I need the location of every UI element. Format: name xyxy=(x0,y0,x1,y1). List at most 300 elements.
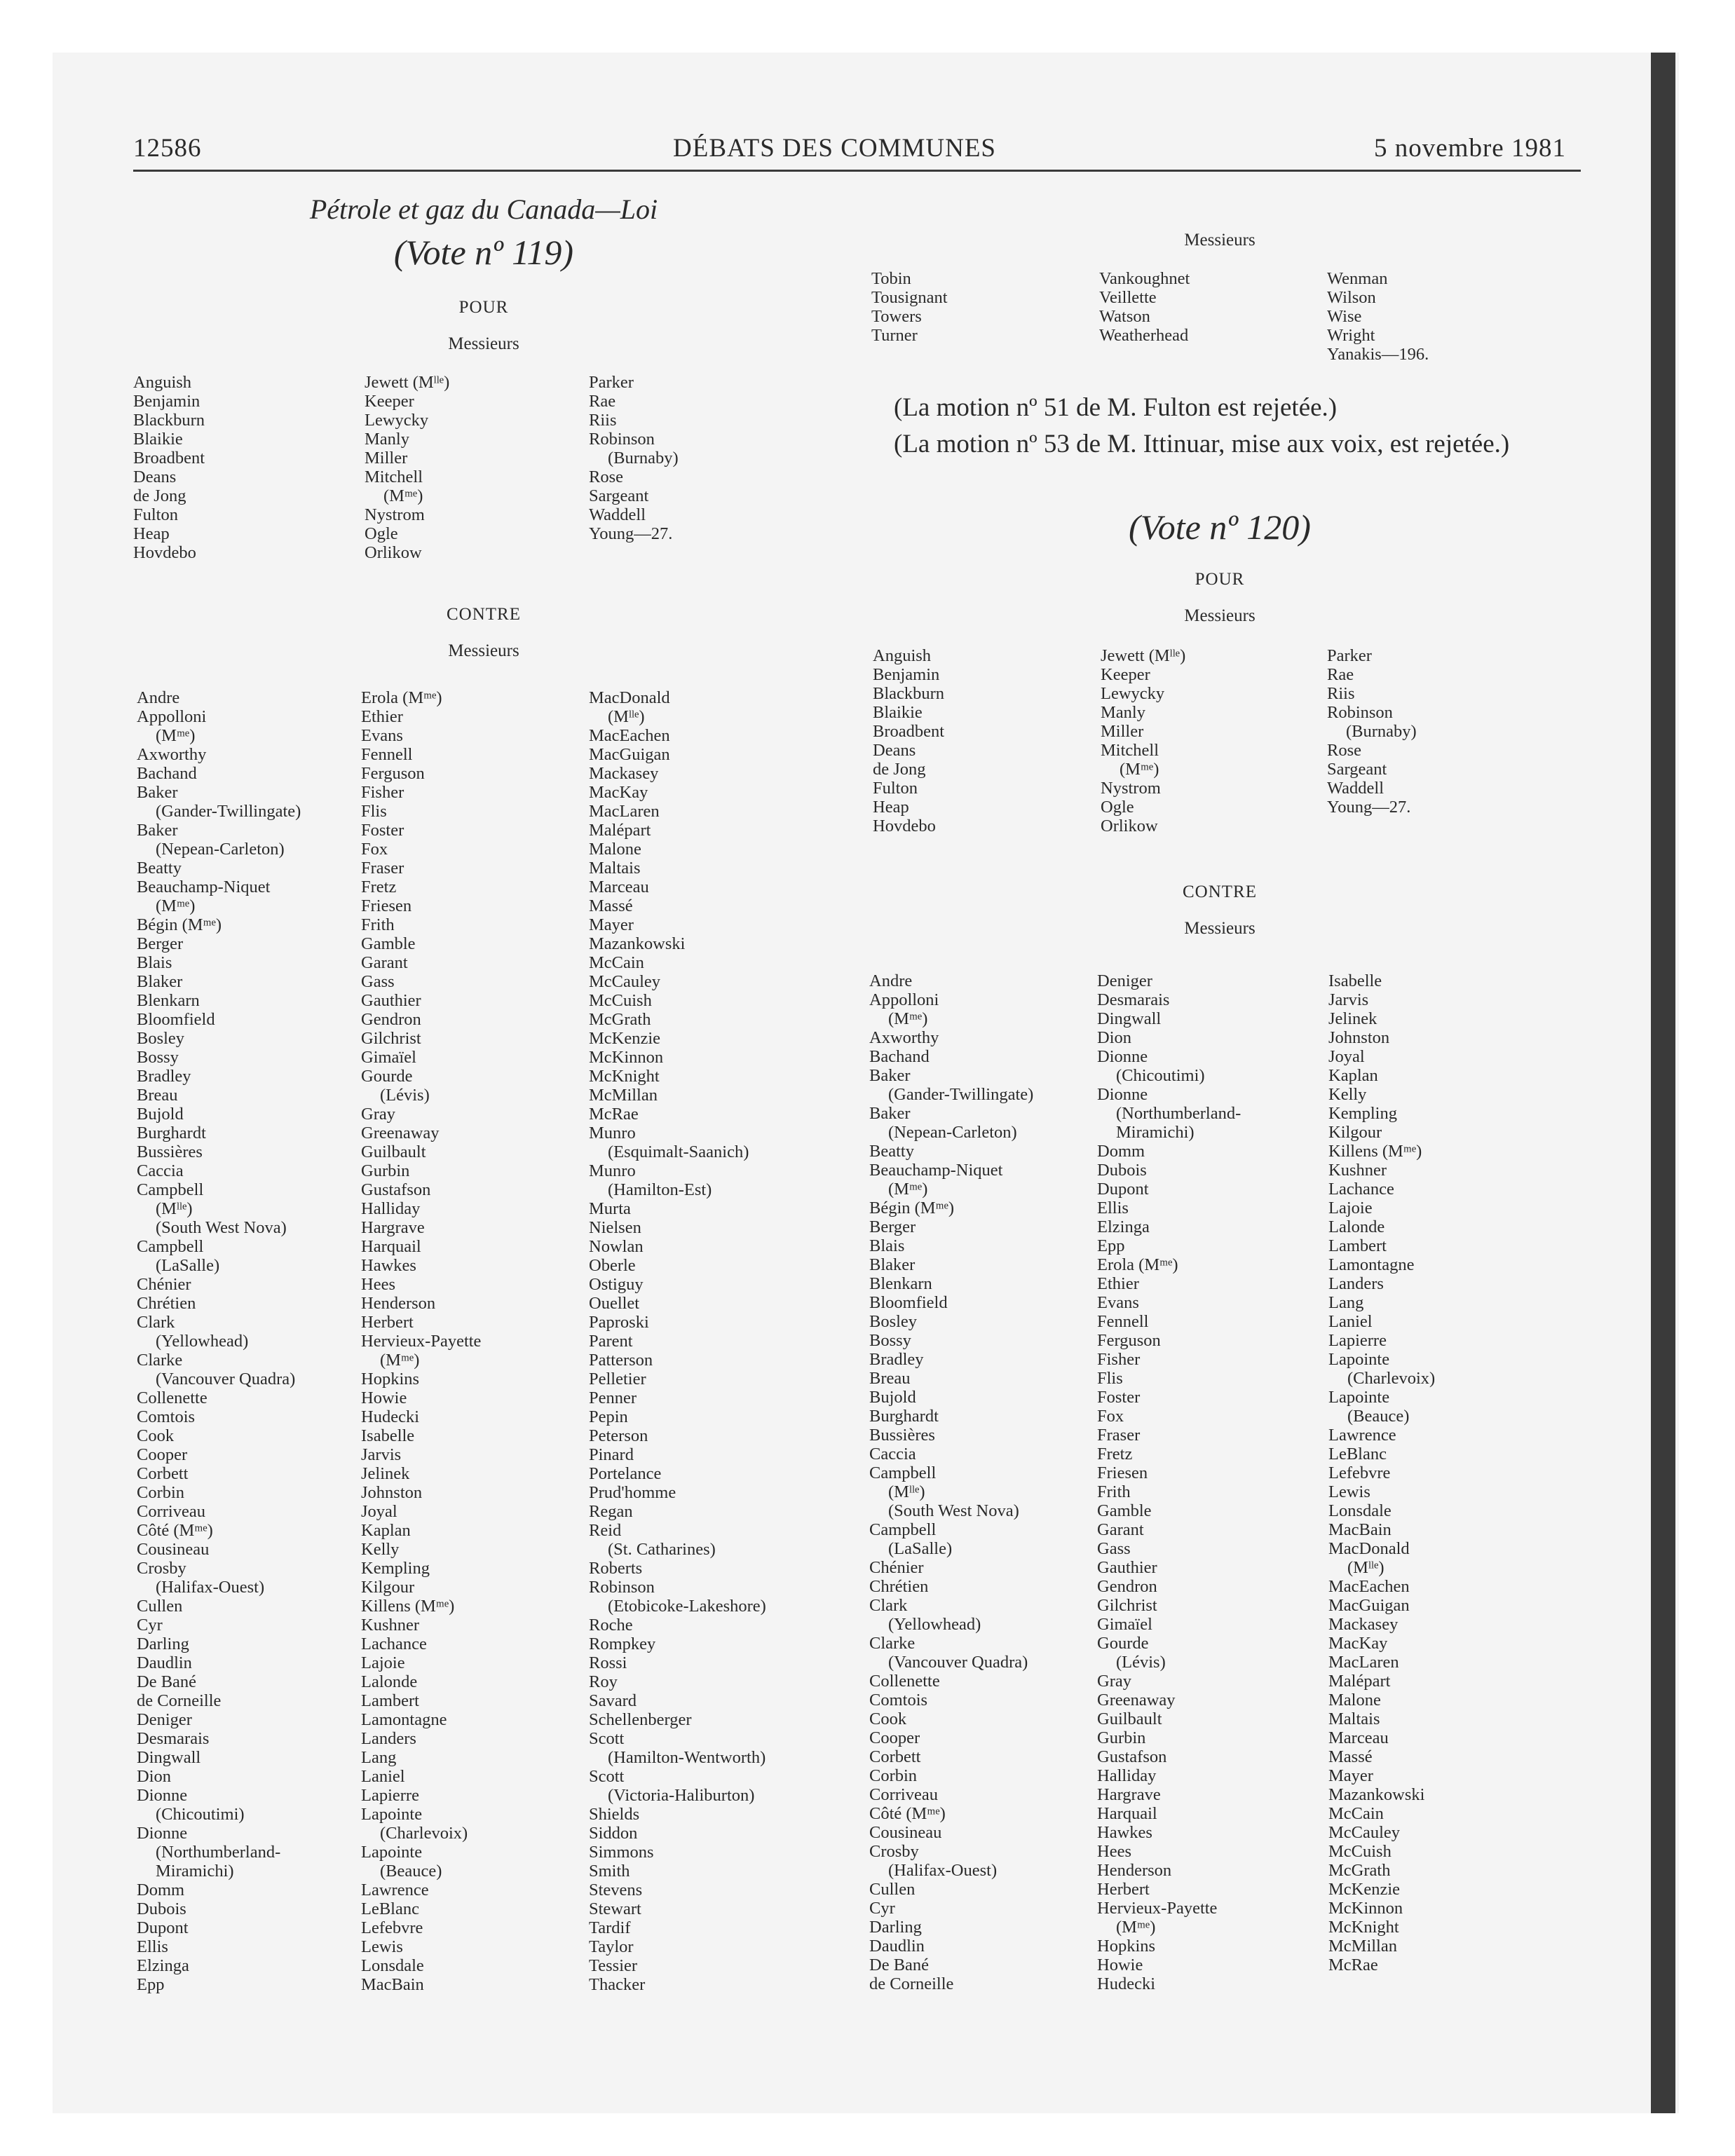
member-name: Blaker xyxy=(137,972,183,991)
member-name: (Lévis) xyxy=(380,1086,430,1105)
member-name: Appolloni xyxy=(869,990,939,1009)
member-name: Miller xyxy=(1101,722,1144,741)
member-name: Epp xyxy=(1097,1236,1125,1255)
member-name: Dupont xyxy=(1097,1180,1149,1199)
member-name: Anguish xyxy=(873,646,932,665)
member-name: Bégin (Mᵐᵉ) xyxy=(869,1199,955,1217)
member-name: Blais xyxy=(137,953,172,972)
member-name: Scott xyxy=(589,1767,625,1786)
member-name: Dingwall xyxy=(137,1748,201,1767)
member-name: Siddon xyxy=(589,1824,638,1843)
member-name: (Lévis) xyxy=(1116,1653,1166,1672)
member-name: Gray xyxy=(361,1105,395,1124)
member-name: Munro xyxy=(589,1161,636,1180)
member-name: Mitchell xyxy=(1101,741,1159,760)
member-name: (Mᵐᵉ) xyxy=(1116,1918,1156,1937)
member-name: Campbell xyxy=(869,1464,937,1482)
member-name: Dupont xyxy=(137,1918,189,1937)
member-name: Gilchrist xyxy=(1097,1596,1157,1615)
member-name: Blais xyxy=(869,1236,905,1255)
vote-119-contre-messieurs: Messieurs xyxy=(448,641,519,660)
member-name: Guilbault xyxy=(361,1142,426,1161)
member-name: Rose xyxy=(1327,741,1361,760)
member-name: McMillan xyxy=(1328,1937,1397,1956)
member-name: Lapierre xyxy=(1328,1331,1387,1350)
member-name: (Beauce) xyxy=(1347,1407,1410,1426)
vote-120-pour-heading: POUR xyxy=(1195,570,1245,589)
member-name: Bujold xyxy=(137,1105,184,1124)
member-name: Hovdebo xyxy=(873,817,936,835)
member-name: (Vancouver Quadra) xyxy=(888,1653,1028,1672)
member-name: Lajoie xyxy=(1328,1199,1373,1217)
member-name: Bradley xyxy=(137,1067,191,1086)
member-name: Gauthier xyxy=(1097,1558,1157,1577)
member-name: Lapointe xyxy=(1328,1350,1390,1369)
member-name: Gurbin xyxy=(361,1161,410,1180)
member-name: Parker xyxy=(589,373,634,392)
member-name: McKnight xyxy=(589,1067,660,1086)
member-name: Parent xyxy=(589,1332,633,1351)
member-name: Kempling xyxy=(1328,1104,1397,1123)
member-name: Lamontagne xyxy=(1328,1255,1415,1274)
member-name: Riis xyxy=(1327,684,1355,703)
member-name: Frith xyxy=(361,915,395,934)
member-name: Beauchamp-Niquet xyxy=(869,1161,1003,1180)
member-name: Clark xyxy=(869,1596,908,1615)
vote-119-pour-col-1 xyxy=(133,373,205,562)
member-name: Corriveau xyxy=(869,1785,938,1804)
member-name: Lapierre xyxy=(361,1786,419,1805)
member-name: Ouellet xyxy=(589,1294,640,1313)
member-name: Fox xyxy=(361,840,388,859)
member-name: Clark xyxy=(137,1313,175,1332)
member-name: Roche xyxy=(589,1616,633,1635)
member-name: Jarvis xyxy=(361,1445,402,1464)
member-name: LeBlanc xyxy=(361,1899,419,1918)
member-name: (Gander-Twillingate) xyxy=(156,802,301,821)
member-name: Miller xyxy=(365,449,408,468)
member-name: (Chicoutimi) xyxy=(156,1805,245,1824)
member-name: Baker xyxy=(869,1104,911,1123)
vote-120-title: (Vote nº 120) xyxy=(1129,507,1311,547)
journal-title: DÉBATS DES COMMUNES xyxy=(673,134,997,163)
member-name: Ogle xyxy=(1101,798,1134,817)
member-name: McCain xyxy=(1328,1804,1384,1823)
member-name: Chénier xyxy=(137,1275,191,1294)
member-name: Pelletier xyxy=(589,1370,646,1389)
member-name: Fraser xyxy=(361,859,404,878)
member-name: De Bané xyxy=(869,1956,930,1974)
member-name: Sargeant xyxy=(1327,760,1387,779)
member-name: McMillan xyxy=(589,1086,658,1105)
member-name: Orlikow xyxy=(1101,817,1158,835)
member-name: Clarke xyxy=(869,1634,916,1653)
vote-120-pour-col-2 xyxy=(1101,646,1185,835)
member-name: (Mᵐᵉ) xyxy=(888,1009,928,1028)
member-name: (Mᵐᵉ) xyxy=(156,896,196,915)
member-name: Portelance xyxy=(589,1464,662,1483)
member-name: Yanakis—196. xyxy=(1327,345,1429,364)
member-name: Hovdebo xyxy=(133,543,196,562)
member-name: Blackburn xyxy=(133,411,205,430)
member-name: MacLaren xyxy=(589,802,660,821)
member-name: De Bané xyxy=(137,1672,197,1691)
member-name: (Mᵐᵉ) xyxy=(383,486,423,505)
member-name: Roy xyxy=(589,1672,618,1691)
member-name: McKenzie xyxy=(1328,1880,1401,1899)
member-name: Nystrom xyxy=(365,505,425,524)
member-name: (Charlevoix) xyxy=(380,1824,468,1843)
member-name: Darling xyxy=(137,1635,189,1653)
member-name: Weatherhead xyxy=(1099,326,1189,345)
member-name: Halliday xyxy=(361,1199,421,1218)
member-name: Lawrence xyxy=(361,1881,429,1899)
member-name: Hawkes xyxy=(361,1256,416,1275)
page-date: 5 novembre 1981 xyxy=(1374,134,1566,163)
member-name: Axworthy xyxy=(869,1028,939,1047)
member-name: Desmarais xyxy=(1097,990,1170,1009)
member-name: Gamble xyxy=(361,934,416,953)
member-name: Baker xyxy=(137,783,178,802)
member-name: (Mˡˡᵉ) xyxy=(1347,1558,1384,1577)
member-name: Deniger xyxy=(137,1710,192,1729)
vote-120-contre-col-1 xyxy=(869,971,1033,1993)
member-name: (Mᵐᵉ) xyxy=(888,1180,928,1199)
member-name: Friesen xyxy=(361,896,412,915)
member-name: Lonsdale xyxy=(361,1956,424,1975)
member-name: Ferguson xyxy=(361,764,425,783)
member-name: Lambert xyxy=(1328,1236,1387,1255)
member-name: (South West Nova) xyxy=(888,1501,1019,1520)
member-name: Gilchrist xyxy=(361,1029,421,1048)
vote-119-contre-col-2 xyxy=(361,688,481,1994)
member-name: Patterson xyxy=(589,1351,653,1370)
member-name: McCauley xyxy=(1328,1823,1401,1842)
member-name: de Jong xyxy=(873,760,926,779)
member-name: Cousineau xyxy=(137,1540,210,1559)
member-name: MacDonald xyxy=(589,688,670,707)
member-name: McRae xyxy=(1328,1956,1378,1974)
member-name: Chrétien xyxy=(869,1577,929,1596)
member-name: Lachance xyxy=(361,1635,427,1653)
member-name: Mackasey xyxy=(589,764,659,783)
member-name: Lewycky xyxy=(365,411,429,430)
member-name: MacBain xyxy=(1328,1520,1392,1539)
member-name: Chénier xyxy=(869,1558,924,1577)
member-name: Lewycky xyxy=(1101,684,1165,703)
member-name: Bosley xyxy=(137,1029,185,1048)
member-name: MacEachen xyxy=(1328,1577,1410,1596)
member-name: Epp xyxy=(137,1975,165,1994)
member-name: (Nepean-Carleton) xyxy=(156,840,285,859)
member-name: Simmons xyxy=(589,1843,654,1862)
member-name: Robinson xyxy=(589,430,655,449)
member-name: Crosby xyxy=(869,1842,919,1861)
member-name: Blaikie xyxy=(133,430,183,449)
member-name: Blaker xyxy=(869,1255,916,1274)
member-name: Cyr xyxy=(137,1616,163,1635)
member-name: Cullen xyxy=(869,1880,916,1899)
member-name: Kilgour xyxy=(361,1578,415,1597)
member-name: Ostiguy xyxy=(589,1275,644,1294)
member-name: Munro xyxy=(589,1124,636,1142)
member-name: Lefebvre xyxy=(361,1918,423,1937)
member-name: Bégin (Mᵐᵉ) xyxy=(137,915,222,934)
member-name: Malone xyxy=(1328,1691,1381,1710)
member-name: Cyr xyxy=(869,1899,895,1918)
member-name: Young—27. xyxy=(589,524,673,543)
member-name: Vankoughnet xyxy=(1099,269,1190,288)
member-name: Towers xyxy=(871,307,922,326)
member-name: Evans xyxy=(1097,1293,1139,1312)
member-name: (Nepean-Carleton) xyxy=(888,1123,1017,1142)
member-name: (Etobicoke-Lakeshore) xyxy=(608,1597,766,1616)
member-name: Rae xyxy=(589,392,616,411)
member-name: Berger xyxy=(137,934,184,953)
member-name: Gray xyxy=(1097,1672,1131,1691)
member-name: Tobin xyxy=(871,269,911,288)
motion-51-result: (La motion nº 51 de M. Fulton est rejetée.) xyxy=(894,393,1338,422)
member-name: Shields xyxy=(589,1805,640,1824)
vote-119-pour-messieurs: Messieurs xyxy=(448,334,519,353)
member-name: Bachand xyxy=(137,764,197,783)
member-name: Blackburn xyxy=(873,684,945,703)
member-name: Anguish xyxy=(133,373,192,392)
member-name: Maltais xyxy=(589,859,641,878)
member-name: Smith xyxy=(589,1862,630,1881)
member-name: Herbert xyxy=(361,1313,414,1332)
member-name: Taylor xyxy=(589,1937,634,1956)
member-name: Kilgour xyxy=(1328,1123,1382,1142)
member-name: Malépart xyxy=(589,821,651,840)
member-name: MacDonald xyxy=(1328,1539,1410,1558)
member-name: Riis xyxy=(589,411,617,430)
member-name: Lonsdale xyxy=(1328,1501,1392,1520)
member-name: Wenman xyxy=(1327,269,1388,288)
member-name: Deniger xyxy=(1097,971,1152,990)
member-name: Appolloni xyxy=(137,707,207,726)
member-name: Howie xyxy=(1097,1956,1143,1974)
member-name: Robinson xyxy=(589,1578,655,1597)
member-name: McKnight xyxy=(1328,1918,1399,1937)
member-name: Tousignant xyxy=(871,288,948,307)
member-name: Manly xyxy=(1101,703,1145,722)
member-name: McCain xyxy=(589,953,644,972)
member-name: Daudlin xyxy=(137,1653,192,1672)
member-name: Howie xyxy=(361,1389,407,1407)
member-name: Heap xyxy=(133,524,170,543)
continued-col-1 xyxy=(871,269,948,345)
vote-120-pour-messieurs: Messieurs xyxy=(1184,606,1256,625)
member-name: Hargrave xyxy=(361,1218,425,1237)
member-name: Rose xyxy=(589,468,623,486)
member-name: Cousineau xyxy=(869,1823,942,1842)
page-number: 12586 xyxy=(133,134,202,163)
member-name: Blenkarn xyxy=(137,991,200,1010)
member-name: Killens (Mᵐᵉ) xyxy=(1328,1142,1422,1161)
member-name: (Burnaby) xyxy=(1346,722,1417,741)
member-name: Bachand xyxy=(869,1047,930,1066)
member-name: Henderson xyxy=(1097,1861,1172,1880)
member-name: Foster xyxy=(361,821,404,840)
member-name: Greenaway xyxy=(361,1124,440,1142)
member-name: Killens (Mᵐᵉ) xyxy=(361,1597,455,1616)
member-name: Daudlin xyxy=(869,1937,925,1956)
member-name: Kelly xyxy=(361,1540,400,1559)
member-name: Dion xyxy=(137,1767,171,1786)
member-name: Penner xyxy=(589,1389,637,1407)
member-name: (Halifax-Ouest) xyxy=(888,1861,998,1880)
member-name: Marceau xyxy=(589,878,649,896)
vote-120-contre-messieurs: Messieurs xyxy=(1184,919,1256,938)
member-name: Gurbin xyxy=(1097,1728,1146,1747)
member-name: Fisher xyxy=(1097,1350,1141,1369)
member-name: (Mᵐᵉ) xyxy=(380,1351,420,1370)
member-name: Rossi xyxy=(589,1653,627,1672)
member-name: Kelly xyxy=(1328,1085,1367,1104)
member-name: Lewis xyxy=(361,1937,403,1956)
member-name: Mitchell xyxy=(365,468,423,486)
member-name: Fulton xyxy=(873,779,918,798)
member-name: Domm xyxy=(137,1881,185,1899)
member-name: Elzinga xyxy=(137,1956,189,1975)
member-name: Gustafson xyxy=(361,1180,431,1199)
member-name: Fennell xyxy=(361,745,413,764)
member-name: de Corneille xyxy=(137,1691,222,1710)
member-name: (Charlevoix) xyxy=(1347,1369,1436,1388)
member-name: Ellis xyxy=(1097,1199,1129,1217)
member-name: Erola (Mᵐᵉ) xyxy=(361,688,442,707)
member-name: de Corneille xyxy=(869,1974,954,1993)
member-name: McCuish xyxy=(589,991,652,1010)
member-name: Savard xyxy=(589,1691,637,1710)
member-name: Comtois xyxy=(869,1691,928,1710)
member-name: Deans xyxy=(873,741,916,760)
member-name: Parker xyxy=(1327,646,1372,665)
member-name: Cook xyxy=(137,1426,175,1445)
member-name: Berger xyxy=(869,1217,916,1236)
member-name: Deans xyxy=(133,468,177,486)
member-name: Breau xyxy=(137,1086,178,1105)
member-name: Fox xyxy=(1097,1407,1124,1426)
member-name: Collenette xyxy=(869,1672,940,1691)
member-name: Bossy xyxy=(869,1331,911,1350)
member-name: Andre xyxy=(137,688,180,707)
member-name: Lambert xyxy=(361,1691,419,1710)
member-name: Desmarais xyxy=(137,1729,210,1748)
member-name: (Yellowhead) xyxy=(888,1615,981,1634)
member-name: Bussières xyxy=(137,1142,203,1161)
member-name: Nowlan xyxy=(589,1237,644,1256)
member-name: Darling xyxy=(869,1918,922,1937)
member-name: McCauley xyxy=(589,972,661,991)
member-name: Cook xyxy=(869,1710,907,1728)
member-name: Harquail xyxy=(1097,1804,1157,1823)
vote-119-contre-col-3 xyxy=(589,688,766,1994)
vote-120-pour-col-1 xyxy=(873,646,944,835)
member-name: Lapointe xyxy=(361,1805,423,1824)
member-name: Blenkarn xyxy=(869,1274,932,1293)
member-name: McKinnon xyxy=(589,1048,664,1067)
member-name: Heap xyxy=(873,798,909,817)
member-name: Guilbault xyxy=(1097,1710,1162,1728)
member-name: Fisher xyxy=(361,783,404,802)
member-name: Corriveau xyxy=(137,1502,205,1521)
member-name: Stevens xyxy=(589,1881,643,1899)
member-name: Bradley xyxy=(869,1350,924,1369)
member-name: Lang xyxy=(361,1748,397,1767)
member-name: Axworthy xyxy=(137,745,207,764)
member-name: Lalonde xyxy=(1328,1217,1385,1236)
member-name: (Victoria-Haliburton) xyxy=(608,1786,755,1805)
member-name: Dubois xyxy=(1097,1161,1147,1180)
member-name: Caccia xyxy=(137,1161,184,1180)
vote-119-contre-heading: CONTRE xyxy=(447,605,521,624)
member-name: MacGuigan xyxy=(1328,1596,1410,1615)
member-name: Gass xyxy=(1097,1539,1131,1558)
member-name: Waddell xyxy=(589,505,646,524)
member-name: Wilson xyxy=(1327,288,1376,307)
member-name: (Mᵐᵉ) xyxy=(1120,760,1159,779)
member-name: McKinnon xyxy=(1328,1899,1403,1918)
member-name: Gendron xyxy=(1097,1577,1157,1596)
member-name: Hudecki xyxy=(1097,1974,1155,1993)
member-name: (LaSalle) xyxy=(888,1539,953,1558)
vote-119-pour-col-2 xyxy=(365,373,449,562)
member-name: Bosley xyxy=(869,1312,918,1331)
member-name: (Gander-Twillingate) xyxy=(888,1085,1034,1104)
member-name: Joyal xyxy=(361,1502,397,1521)
member-name: Ellis xyxy=(137,1937,168,1956)
member-name: Andre xyxy=(869,971,913,990)
continued-col-3 xyxy=(1327,269,1429,364)
member-name: Manly xyxy=(365,430,409,449)
binding-edge xyxy=(1651,53,1675,2113)
member-name: Tessier xyxy=(589,1956,638,1975)
member-name: Broadbent xyxy=(133,449,205,468)
member-name: Massé xyxy=(1328,1747,1373,1766)
member-name: Lefebvre xyxy=(1328,1464,1391,1482)
member-name: Fretz xyxy=(361,878,397,896)
member-name: Broadbent xyxy=(873,722,945,741)
member-name: Malone xyxy=(589,840,641,859)
member-name: Kempling xyxy=(361,1559,430,1578)
member-name: Gourde xyxy=(1097,1634,1149,1653)
member-name: Corbin xyxy=(137,1483,185,1502)
member-name: Elzinga xyxy=(1097,1217,1150,1236)
member-name: Rae xyxy=(1327,665,1354,684)
member-name: Lamontagne xyxy=(361,1710,447,1729)
member-name: Cullen xyxy=(137,1597,183,1616)
member-name: MacGuigan xyxy=(589,745,670,764)
member-name: Bossy xyxy=(137,1048,179,1067)
member-name: Hawkes xyxy=(1097,1823,1152,1842)
member-name: Hopkins xyxy=(361,1370,420,1389)
member-name: Benjamin xyxy=(873,665,940,684)
member-name: Hees xyxy=(361,1275,395,1294)
member-name: Wright xyxy=(1327,326,1375,345)
member-name: Frith xyxy=(1097,1482,1131,1501)
member-name: Fraser xyxy=(1097,1426,1141,1445)
member-name: Beatty xyxy=(137,859,182,878)
member-name: Stewart xyxy=(589,1899,641,1918)
member-name: Crosby xyxy=(137,1559,186,1578)
member-name: (LaSalle) xyxy=(156,1256,220,1275)
member-name: Bussières xyxy=(869,1426,935,1445)
member-name: Dion xyxy=(1097,1028,1131,1047)
member-name: Erola (Mᵐᵉ) xyxy=(1097,1255,1178,1274)
member-name: (Esquimalt-Saanich) xyxy=(608,1142,749,1161)
